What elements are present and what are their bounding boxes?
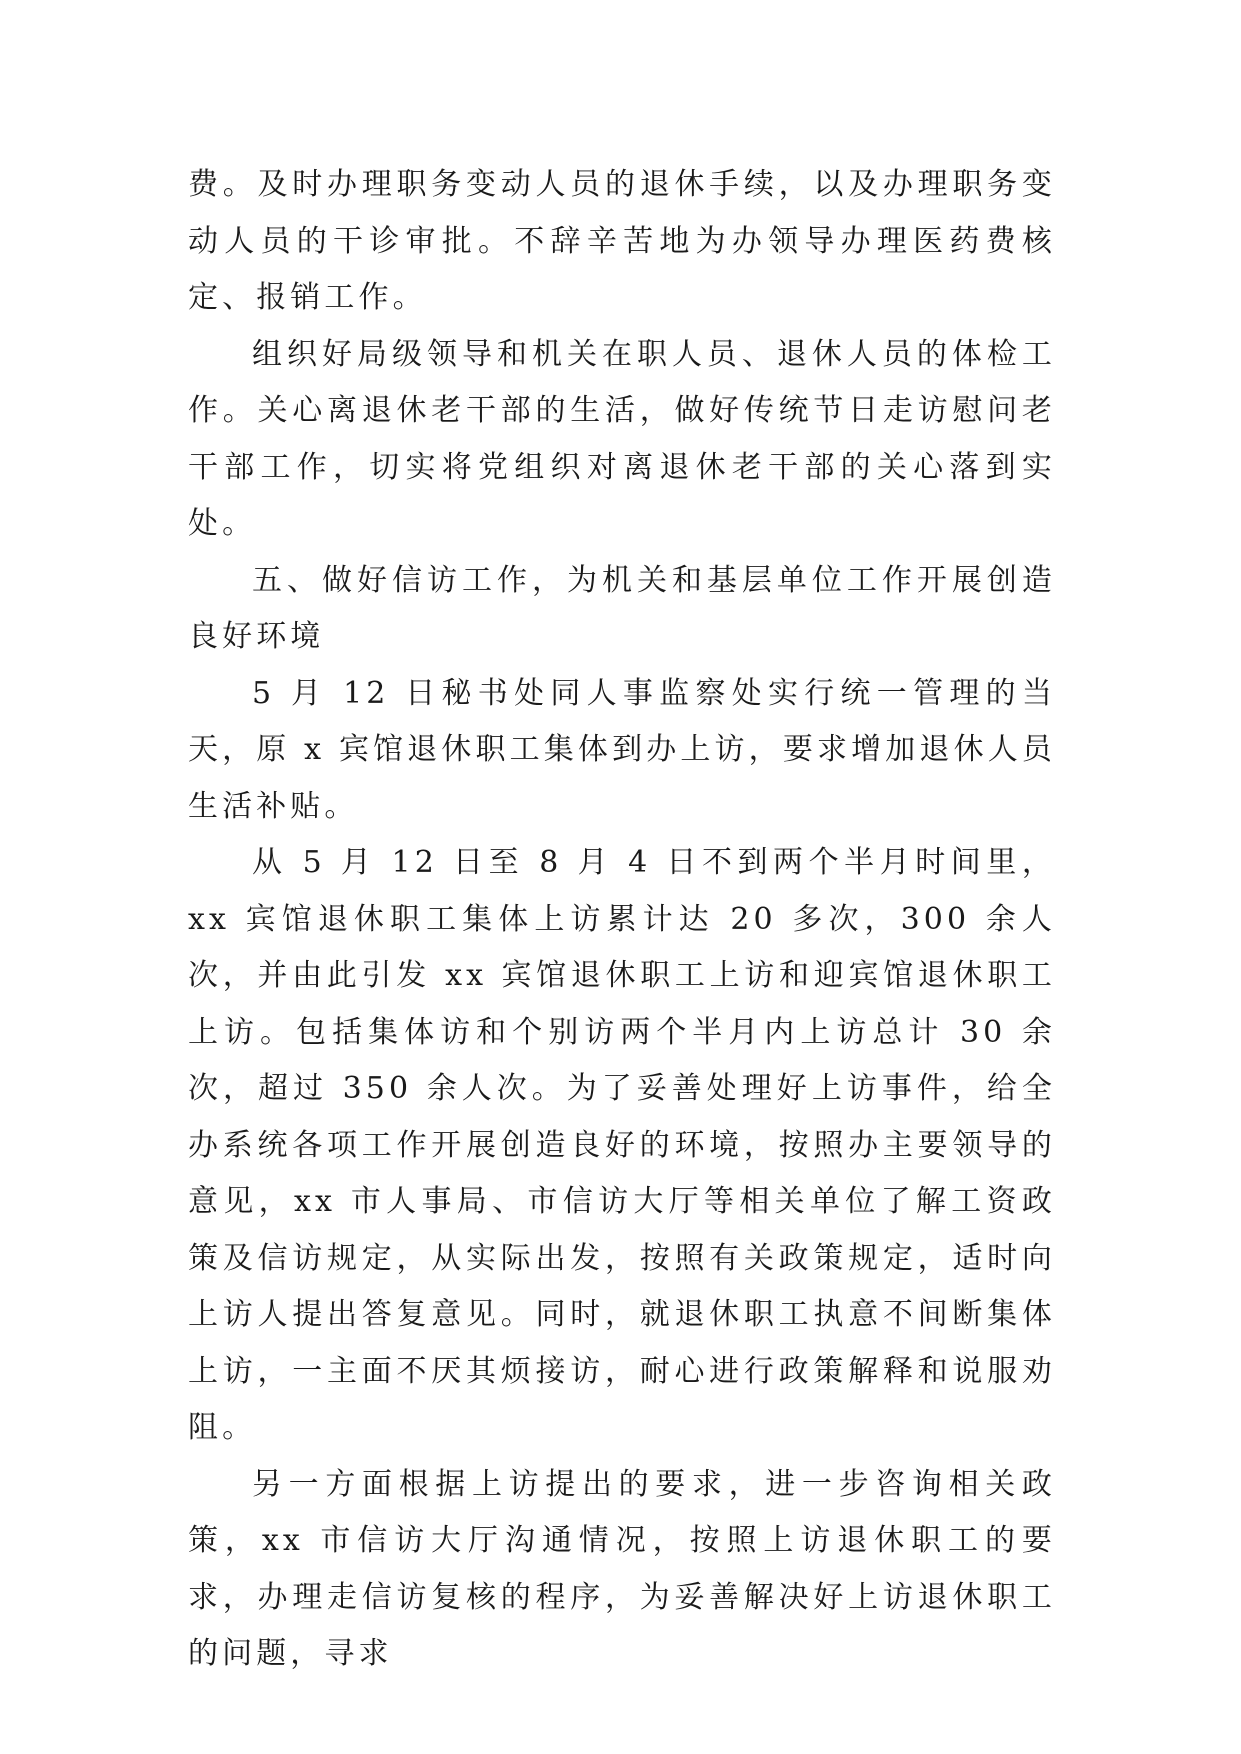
paragraph-5: 另一方面根据上访提出的要求，进一步咨询相关政策，xx 市信访大厅沟通情况，按照上访退休职工的要求，办理走信访复核的程序，为妥善解决好上访退休职工的问题，寻求 (188, 1466, 1056, 1671)
paragraph-3: 5 月 12 日秘书处同人事监察处实行统一管理的当天，原 x 宾馆退休职工集体到办上访，要求增加退休人员生活补贴。 (188, 675, 1056, 824)
paragraph-1: 费。及时办理职务变动人员的退休手续，以及办理职务变动人员的干诊审批。不辞辛苦地为办领导办理医药费核定、报销工作。 (188, 167, 1056, 315)
section-heading-5: 五、做好信访工作，为机关和基层单位工作开展创造良好环境 (188, 562, 1056, 654)
paragraph-2: 组织好局级领导和机关在职人员、退休人员的体检工作。关心离退休老干部的生活，做好传统节日走访慰问老干部工作，切实将党组织对离退休老干部的关心落到实处。 (188, 336, 1056, 541)
paragraph-4: 从 5 月 12 日至 8 月 4 日不到两个半月时间里，xx 宾馆退休职工集体上访累计达 20 多次，300 余人次，并由此引发 xx 宾馆退休职工上访和迎宾馆退休职工上访。包括集体访和个别访两个半月内上访总计 30 余次，超过 350 余人次。为了妥善处理好上访事件，给全办系统各项工作开展创造良好的环境，按照办主要领导的意见，xx 市人事局、市信访大厅等相关单位了解工资政策及信访规定，从实际出发，按照有关政策规定，适时向上访人提出答复意见。同时，就退休职工执意不间断集体上访，一主面不厌其烦接访，耐心进行政策解释和说服劝阻。 (188, 845, 1056, 1445)
document-body (188, 157, 1056, 1683)
